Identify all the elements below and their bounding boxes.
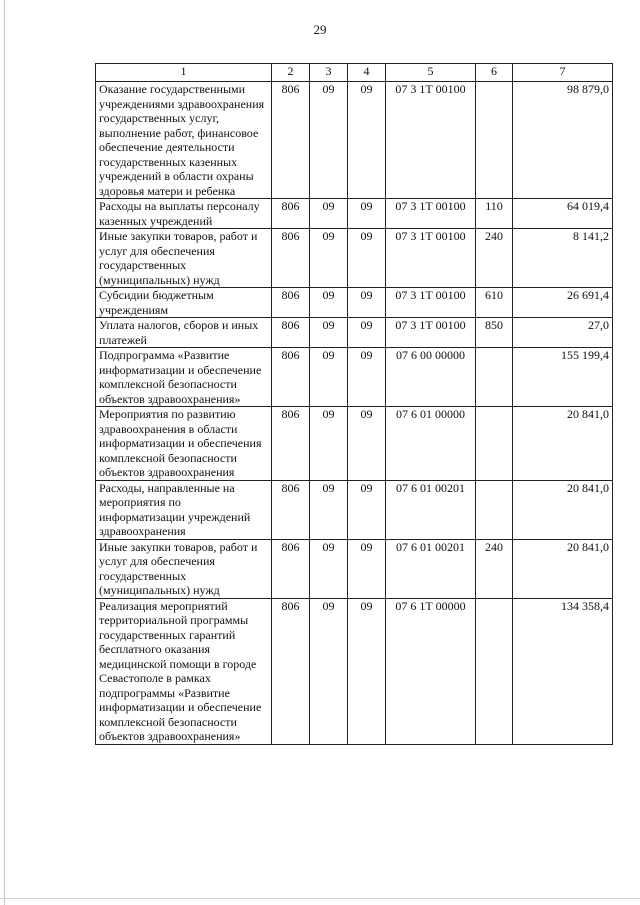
row-expense-type	[476, 82, 513, 199]
row-section: 09	[310, 318, 348, 348]
row-amount: 20 841,0	[513, 539, 613, 598]
table-row	[96, 229, 613, 288]
row-section: 09	[310, 480, 348, 539]
row-section: 09	[310, 598, 348, 744]
header-col-1: 1	[96, 64, 272, 82]
row-name: Расходы, направленные на мероприятия по информатизации учреждений здравоохранения	[96, 480, 272, 539]
row-section: 09	[310, 82, 348, 199]
row-subsection: 09	[348, 348, 386, 407]
row-target-article: 07 3 1Т 00100	[386, 199, 476, 229]
row-subsection: 09	[348, 199, 386, 229]
row-section: 09	[310, 407, 348, 481]
table-row	[96, 82, 613, 199]
header-col-4: 4	[348, 64, 386, 82]
row-name: Уплата налогов, сборов и иных платежей	[96, 318, 272, 348]
row-amount: 64 019,4	[513, 199, 613, 229]
row-subsection: 09	[348, 539, 386, 598]
row-section: 09	[310, 199, 348, 229]
row-expense-type	[476, 348, 513, 407]
row-name: Иные закупки товаров, работ и услуг для обеспечения государственных (муниципальных) нужд	[96, 539, 272, 598]
row-expense-type	[476, 598, 513, 744]
table-row	[96, 318, 613, 348]
row-grbs: 806	[272, 348, 310, 407]
row-section: 09	[310, 229, 348, 288]
row-expense-type: 610	[476, 288, 513, 318]
header-col-7: 7	[513, 64, 613, 82]
row-target-article: 07 6 01 00000	[386, 407, 476, 481]
row-grbs: 806	[272, 318, 310, 348]
row-target-article: 07 3 1Т 00100	[386, 318, 476, 348]
row-subsection: 09	[348, 598, 386, 744]
row-section: 09	[310, 539, 348, 598]
row-expense-type: 850	[476, 318, 513, 348]
row-target-article: 07 3 1Т 00100	[386, 229, 476, 288]
row-target-article: 07 6 00 00000	[386, 348, 476, 407]
row-expense-type: 110	[476, 199, 513, 229]
row-subsection: 09	[348, 480, 386, 539]
row-amount: 20 841,0	[513, 480, 613, 539]
row-subsection: 09	[348, 229, 386, 288]
row-amount: 98 879,0	[513, 82, 613, 199]
row-subsection: 09	[348, 407, 386, 481]
row-target-article: 07 6 1Т 00000	[386, 598, 476, 744]
row-grbs: 806	[272, 199, 310, 229]
row-subsection: 09	[348, 318, 386, 348]
row-amount: 155 199,4	[513, 348, 613, 407]
row-name: Расходы на выплаты персоналу казенных учреждений	[96, 199, 272, 229]
row-grbs: 806	[272, 598, 310, 744]
row-target-article: 07 3 1Т 00100	[386, 82, 476, 199]
header-col-5: 5	[386, 64, 476, 82]
scan-left-edge	[4, 0, 5, 905]
header-col-6: 6	[476, 64, 513, 82]
row-grbs: 806	[272, 480, 310, 539]
row-name: Реализация мероприятий территориальной программы государственных гарантий бесплатного оказания медицинской помощи в городе Севастополе в рамках подпрограммы «Развитие информатизации и обеспечение комплексной безопасности объектов здравоохранения»	[96, 598, 272, 744]
row-name: Субсидии бюджетным учреждениям	[96, 288, 272, 318]
table-row	[96, 539, 613, 598]
header-col-3: 3	[310, 64, 348, 82]
row-name: Иные закупки товаров, работ и услуг для обеспечения государственных (муниципальных) нужд	[96, 229, 272, 288]
row-section: 09	[310, 348, 348, 407]
scan-bottom-edge	[0, 898, 640, 899]
table-row	[96, 348, 613, 407]
row-subsection: 09	[348, 288, 386, 318]
row-grbs: 806	[272, 229, 310, 288]
row-target-article: 07 6 01 00201	[386, 480, 476, 539]
row-grbs: 806	[272, 82, 310, 199]
row-amount: 20 841,0	[513, 407, 613, 481]
row-grbs: 806	[272, 288, 310, 318]
row-amount: 8 141,2	[513, 229, 613, 288]
header-row	[96, 64, 613, 82]
row-expense-type	[476, 407, 513, 481]
table-row	[96, 598, 613, 744]
row-name: Оказание государственными учреждениями здравоохранения государственных услуг, выполнение работ, финансовое обеспечение деятельности государственных казенных учреждений в области охраны здоровья матери и ребенка	[96, 82, 272, 199]
table-row	[96, 288, 613, 318]
row-amount: 134 358,4	[513, 598, 613, 744]
row-subsection: 09	[348, 82, 386, 199]
row-expense-type: 240	[476, 229, 513, 288]
row-amount: 26 691,4	[513, 288, 613, 318]
row-amount: 27,0	[513, 318, 613, 348]
row-expense-type	[476, 480, 513, 539]
row-section: 09	[310, 288, 348, 318]
row-name: Мероприятия по развитию здравоохранения в области информатизации и обеспечения комплексной безопасности объектов здравоохранения	[96, 407, 272, 481]
row-target-article: 07 3 1Т 00100	[386, 288, 476, 318]
row-name: Подпрограмма «Развитие информатизации и обеспечение комплексной безопасности объектов здравоохранения»	[96, 348, 272, 407]
table-row	[96, 407, 613, 481]
row-grbs: 806	[272, 407, 310, 481]
page-number: 29	[313, 22, 327, 37]
table-row	[96, 480, 613, 539]
row-expense-type: 240	[476, 539, 513, 598]
row-grbs: 806	[272, 539, 310, 598]
header-col-2: 2	[272, 64, 310, 82]
budget-table	[95, 63, 613, 745]
row-target-article: 07 6 01 00201	[386, 539, 476, 598]
table-row	[96, 199, 613, 229]
